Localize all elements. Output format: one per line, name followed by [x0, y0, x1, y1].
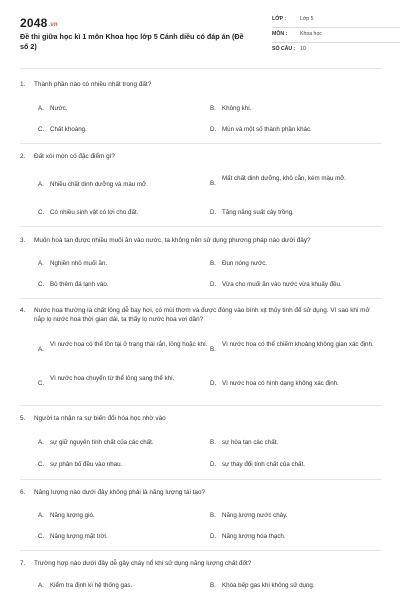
option-text: Mùn và một số thành phần khác. [222, 126, 312, 133]
site-logo[interactable] [20, 16, 58, 30]
divider [20, 68, 382, 69]
option-key: D. [210, 461, 217, 468]
option-text: Nhiều chất dinh dưỡng và màu mỡ. [50, 181, 148, 188]
option-text: Bỏ thêm đá lạnh vào. [50, 281, 109, 288]
question-stem: Người ta nhận ra sự biến đổi hóa học nhờ vào [34, 415, 166, 422]
question-stem: Thành phần nào có nhiều nhất trong đất? [34, 81, 152, 88]
question-text [20, 236, 382, 245]
option-key: A. [38, 260, 44, 267]
option-text: Có nhiều sinh vật có lợi cho đất. [50, 209, 139, 216]
question-text [20, 488, 382, 497]
option-key: B. [210, 260, 216, 267]
question-number: 2. [20, 153, 26, 160]
option-key: D. [210, 209, 217, 216]
question-stem: Nước hoa thường là chất lỏng dễ bay hơi, có mùi thơm và được đóng vào bình xịt thủy tinh để sử dụng. Vì sao khi mở nắp lọ nước hoa thời gian dài, ta thấy lọ nước hoa vơi dần? [34, 307, 370, 323]
exam-title: Đề thi giữa học kì 1 môn Khoa học lớp 5 Cánh diều có đáp án (Đề số 2) [20, 32, 244, 51]
option-text: sự phân bố đều vào nhau. [50, 461, 123, 468]
option-key: C. [38, 461, 45, 468]
question-text [20, 414, 382, 423]
option-text: Không khí. [222, 105, 252, 112]
option-text: Đun nóng nước. [222, 260, 268, 267]
option-text: Năng lượng mặt trời. [50, 533, 108, 540]
option-key: B. [210, 180, 216, 187]
question-number: 7. [20, 560, 26, 567]
option-key: C. [38, 380, 45, 387]
meta-row-class [272, 14, 400, 28]
meta-label: SỐ CÂU : [272, 46, 296, 52]
question-stem: Muốn hoà tan được nhiều muối ăn vào nước, ta không nên sử dụng phương pháp nào dưới đây? [34, 237, 311, 244]
question-number: 1. [20, 81, 26, 88]
exam-meta [272, 14, 400, 58]
option-key: A. [38, 105, 44, 112]
option-key: A. [38, 582, 44, 589]
option-text: Vì nước hoa có thể tồn tại ở trạng thái rắn, lỏng hoặc khí. [50, 341, 208, 348]
option-text: Vừa cho muối ăn vào nước vừa khuấy đều. [222, 281, 342, 288]
option-text: Vì nước hoa có thể chiếm khoảng không gian xác định. [222, 341, 374, 348]
option-key: A. [38, 346, 44, 353]
question-text [20, 559, 382, 568]
option-key: D. [210, 126, 217, 133]
meta-value: Lớp 5 [300, 16, 314, 22]
option-text: Nghiền nhỏ muối ăn. [50, 260, 108, 267]
logo-suffix: .vn [48, 22, 58, 28]
option-text: sự thay đổi tính chất của chất. [222, 461, 305, 468]
option-text: Mất chất dinh dưỡng, khô cằn, kém màu mỡ. [222, 175, 347, 182]
header [20, 14, 382, 60]
option-key: C. [38, 209, 45, 216]
meta-value: 10 [300, 46, 306, 52]
option-key: C. [38, 533, 45, 540]
option-text: sự hòa tan các chất. [222, 439, 279, 446]
option-key: B. [210, 582, 216, 589]
question-stem: Năng lượng nào dưới đây không phải là năng lượng tái tạo? [34, 489, 206, 496]
option-key: C. [38, 126, 45, 133]
option-key: B. [210, 439, 216, 446]
divider [20, 226, 382, 227]
divider [20, 550, 382, 551]
option-text: Năng lượng nước chảy. [222, 512, 288, 519]
option-key: D. [210, 533, 217, 540]
option-key: B. [210, 512, 216, 519]
option-text: sự giữ nguyên tính chất của các chất. [50, 439, 154, 446]
question-number: 6. [20, 489, 26, 496]
option-key: C. [38, 281, 45, 288]
option-text: Năng lượng hóa thạch. [222, 533, 286, 540]
meta-label: LỚP : [272, 16, 287, 22]
option-key: B. [210, 346, 216, 353]
divider [20, 143, 382, 144]
logo-text: 2048 [20, 16, 48, 30]
divider [20, 405, 382, 406]
option-text: Chất khoáng. [50, 126, 87, 133]
option-key: B. [210, 105, 216, 112]
question-number: 3. [20, 237, 26, 244]
meta-label: MÔN : [272, 31, 288, 37]
question-number: 4. [20, 307, 26, 314]
option-key: A. [38, 181, 44, 188]
option-key: D. [210, 281, 217, 288]
option-key: A. [38, 512, 44, 519]
option-text: Nước. [50, 105, 68, 112]
meta-row-subject [272, 29, 400, 43]
option-key: A. [38, 439, 44, 446]
question-stem: Trường hợp nào dưới đây dễ gây cháy nổ khi sử dụng năng lượng chất đốt? [34, 560, 252, 567]
option-text: Năng lượng gió. [50, 512, 95, 519]
option-text: Kiểm tra định kì hệ thống gas. [50, 582, 133, 589]
question-text [20, 306, 382, 323]
option-text: Vì nước hoa chuyển từ thể lỏng sang thể khí. [50, 375, 175, 382]
meta-row-count [272, 44, 400, 57]
question-stem: Đất xói mòn có đặc điểm gì? [34, 153, 115, 160]
option-text: Vì nước hoa có hình dạng không xác định. [222, 380, 339, 387]
question-text [20, 80, 382, 89]
question-text [20, 152, 382, 161]
divider [20, 479, 382, 480]
option-text: Tăng năng suất cây trồng. [222, 209, 294, 216]
option-key: D. [210, 380, 217, 387]
divider [20, 298, 382, 299]
meta-value: Khoa học [300, 31, 322, 37]
option-text: Khóa bếp gas khi không sử dụng. [222, 582, 315, 589]
question-number: 5. [20, 415, 26, 422]
